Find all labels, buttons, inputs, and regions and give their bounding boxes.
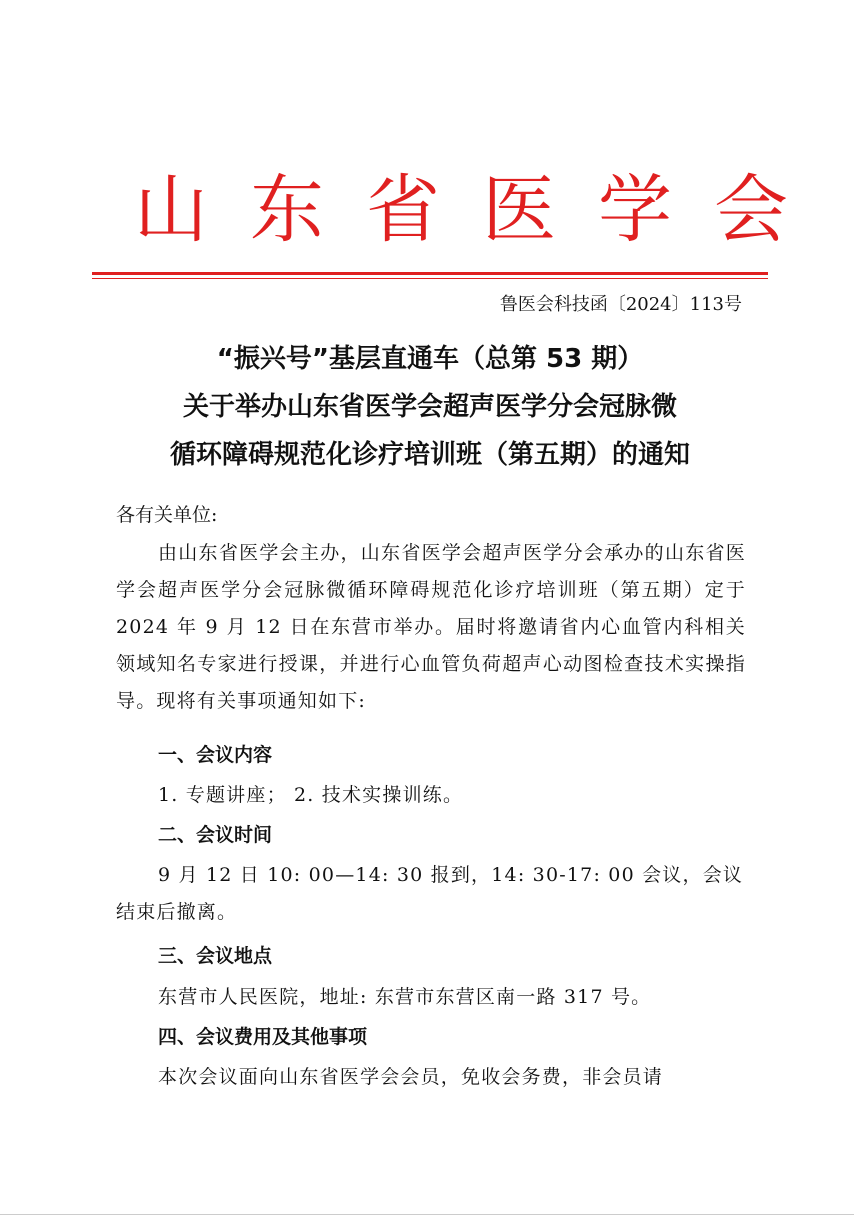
section-text-location: 东营市人民医院，地址: 东营市东营区南一路 317 号。 [158,986,652,1008]
letterhead-red-rule-thick [92,272,768,275]
intro-paragraph: 由山东省医学会主办，山东省医学会超声医学分会承办的山东省医学会超声医学分会冠脉微循环障碍规范化诊疗培训班（第五期）定于 2024 年 9 月 12 日在东营市举办。届时将邀请省内心血管内科相关领域知名专家进行授课，并进行心血管负荷超声心动图检查技术实操指导。现将有关事项通知如下: [116,542,746,712]
title-line-2: 关于举办山东省医学会超声医学分会冠脉微 [182,392,677,422]
document-number: 鲁医会科技函〔2024〕113号 [499,294,742,315]
section-heading-time: 二、会议时间 [158,824,273,846]
org-letterhead-title: 山东省医学会 [134,167,830,253]
section-heading-location: 三、会议地点 [158,945,273,967]
page-bottom-edge [0,1214,854,1215]
letterhead-red-rule-thin [92,278,768,279]
section-heading-content: 一、会议内容 [158,744,273,766]
section-heading-fees: 四、会议费用及其他事项 [158,1026,368,1048]
salutation: 各有关单位: [116,504,218,526]
title-line-3: 循环障碍规范化诊疗培训班（第五期）的通知 [169,440,690,470]
section-text-content: 1. 专题讲座； 2. 技术实操训练。 [158,784,464,806]
section-text-fees: 本次会议面向山东省医学会会员，免收会务费，非会员请 [158,1066,664,1088]
section-text-time: 9 月 12 日 10: 00—14: 30 报到，14: 30-17: 00 会议，会议结束后撤离。 [116,864,744,923]
title-line-1: “振兴号”基层直通车（总第 53 期） [216,344,644,374]
